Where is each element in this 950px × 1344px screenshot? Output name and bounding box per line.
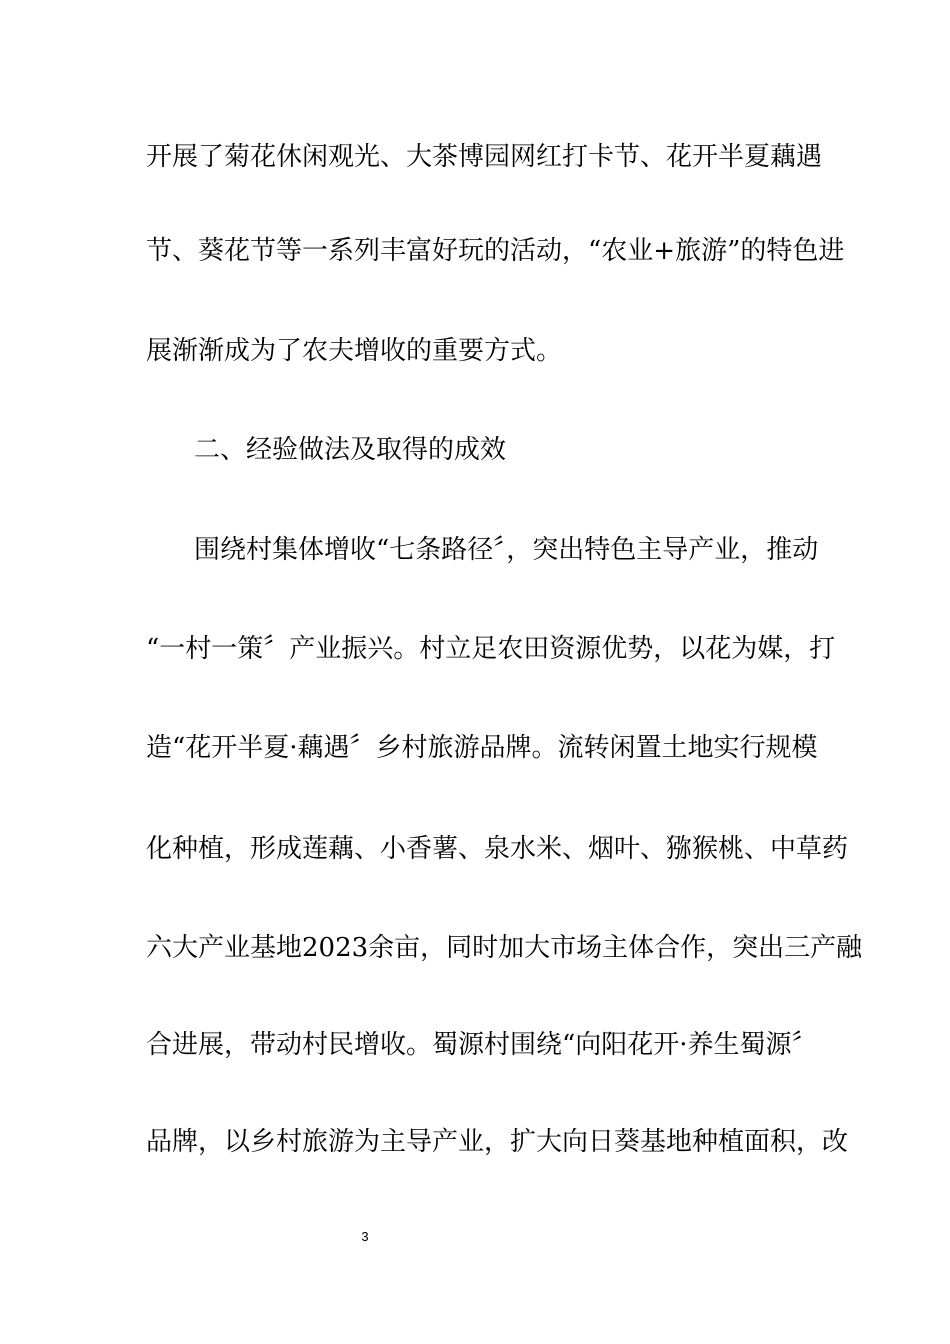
- section-heading: 二、经验做法及取得的成效: [194, 435, 507, 465]
- page-number: 3: [361, 1229, 369, 1244]
- paragraph-line: 品牌，以乡村旅游为主导产业，扩大向日葵基地种植面积，改: [146, 1127, 849, 1157]
- paragraph-line: “一村一策〞产业振兴。村立足农田资源优势，以花为媒，打: [146, 634, 836, 664]
- paragraph-line: 展渐渐成为了农夫增收的重要方式。: [146, 336, 563, 366]
- paragraph-line: 节、葵花节等一系列丰富好玩的活动，“农业+旅游”的特色进: [146, 236, 845, 266]
- paragraph-line: 六大产业基地2023余亩，同时加大市场主体合作，突出三产融: [146, 933, 863, 963]
- paragraph-line: 开展了菊花休闲观光、大茶博园网红打卡节、花开半夏藕遇: [146, 142, 823, 172]
- paragraph-line: 围绕村集体增收“七条路径〞，突出特色主导产业，推动: [194, 535, 819, 565]
- paragraph-line: 化种植，形成莲藕、小香薯、泉水米、烟叶、猕猴桃、中草药: [146, 834, 849, 864]
- paragraph-line: 造“花开半夏·藕遇〞乡村旅游品牌。流转闲置土地实行规模: [146, 733, 818, 763]
- paragraph-line: 合进展，带动村民增收。蜀源村围绕“向阳花开·养生蜀源〞: [146, 1030, 818, 1060]
